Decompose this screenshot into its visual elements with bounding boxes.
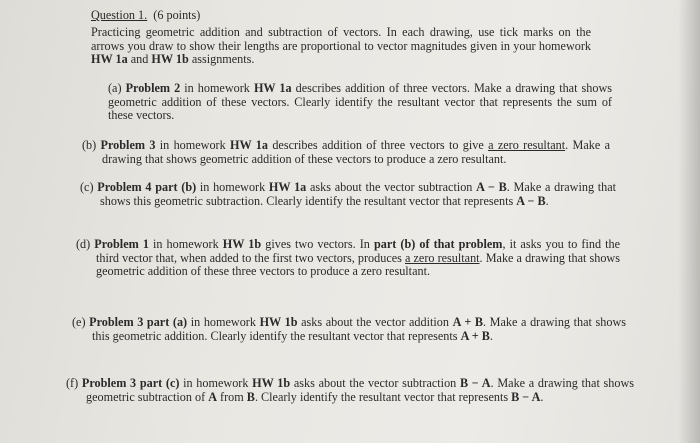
homework-ref: HW 1b (222, 237, 262, 251)
item-text: . Make a drawing that shows this geometric addition. Clearly identify the resultant vector that represents (92, 315, 626, 343)
question-heading (91, 9, 200, 23)
intro-text: and (127, 52, 152, 66)
item-text: . (545, 193, 549, 208)
vector-b: B (246, 389, 255, 404)
item-text: . Make a drawing that shows geometric subtraction of (86, 376, 635, 404)
item-text: describes addition of three vectors. Make a drawing that shows geometric addition of these vectors. Clearly identify the resultant vector that represents the sum of these vectors. (108, 81, 612, 122)
item-text: in homework (187, 315, 260, 329)
intro-paragraph (91, 26, 591, 67)
item-label: (f) (66, 376, 82, 390)
vector-expression: A − B (516, 193, 546, 208)
item-text: . Make a drawing that shows geometric addition of these vectors to produce a zero resultant. (102, 138, 610, 166)
item-text: gives two vectors. In (261, 237, 374, 251)
item-text: . (540, 389, 544, 404)
item-b (82, 139, 610, 166)
vector-expression: B − A (511, 389, 541, 404)
homework-ref: HW 1a (253, 81, 292, 95)
item-text: describes addition of three vectors to give (268, 138, 489, 152)
problem-ref: Problem 3 part (c) (81, 376, 180, 390)
vector-a: A (208, 389, 217, 404)
item-text: in homework (180, 81, 254, 95)
homework-ref: HW 1a (268, 180, 307, 194)
item-text: asks about the vector subtraction (290, 376, 460, 390)
underlined-phrase: a zero resultant (488, 138, 566, 152)
item-label: (a) (108, 81, 126, 95)
item-text: asks about the vector subtraction (306, 180, 477, 194)
item-label: (b) (82, 138, 101, 152)
item-f (66, 377, 634, 404)
vector-expression: B − A (459, 376, 491, 390)
vector-expression: A + B (452, 315, 484, 329)
intro-text: Practicing geometric addition and subtraction of vectors. In each drawing, use tick marks on the arrows you draw to show their lengths are proportional to vector magnitudes given in your homework (91, 25, 591, 53)
item-text: in homework (155, 138, 231, 152)
homework-ref: HW 1b (259, 315, 298, 329)
item-text: . (489, 328, 493, 343)
problem-ref: Problem 3 part (a) (89, 315, 188, 329)
item-label: (e) (72, 315, 90, 329)
problem-ref: Problem 1 (94, 237, 149, 251)
item-text: in homework (179, 376, 253, 390)
part-ref: part (b) of that problem (373, 237, 503, 251)
problem-ref: Problem 4 part (b) (97, 180, 197, 194)
item-text: , it asks you to find the third vector that, when added to the first two vectors, produces (96, 237, 621, 265)
item-text: . Clearly identify the resultant vector that represents (254, 389, 512, 404)
intro-hw1a: HW 1a (91, 52, 128, 66)
intro-hw1b: HW 1b (151, 52, 189, 66)
item-text: in homework (196, 180, 269, 194)
problem-ref: Problem 3 (100, 138, 156, 152)
vector-expression: A + B (460, 328, 490, 343)
question-title: Question 1. (91, 8, 148, 22)
item-text: in homework (148, 237, 223, 251)
item-text: from (217, 389, 247, 404)
item-c (80, 181, 616, 208)
question-points: (6 points) (153, 8, 201, 22)
item-label: (c) (80, 180, 98, 194)
item-d (76, 238, 620, 279)
homework-ref: HW 1a (230, 138, 268, 152)
homework-ref: HW 1b (252, 376, 291, 390)
vector-expression: A − B (476, 180, 507, 194)
item-a (88, 82, 612, 123)
intro-text: assignments. (188, 52, 255, 66)
item-label: (d) (76, 237, 95, 251)
item-e (72, 316, 626, 343)
item-text: asks about the vector addition (297, 315, 453, 329)
underlined-phrase: a zero resultant (404, 250, 480, 265)
item-text: . Make a drawing that shows this geometric subtraction. Clearly identify the resultant vector that represents (100, 180, 617, 208)
item-text: . Make a drawing that shows geometric addition of these three vectors to produce a zero resultant. (96, 250, 620, 278)
problem-ref: Problem 2 (125, 81, 181, 95)
